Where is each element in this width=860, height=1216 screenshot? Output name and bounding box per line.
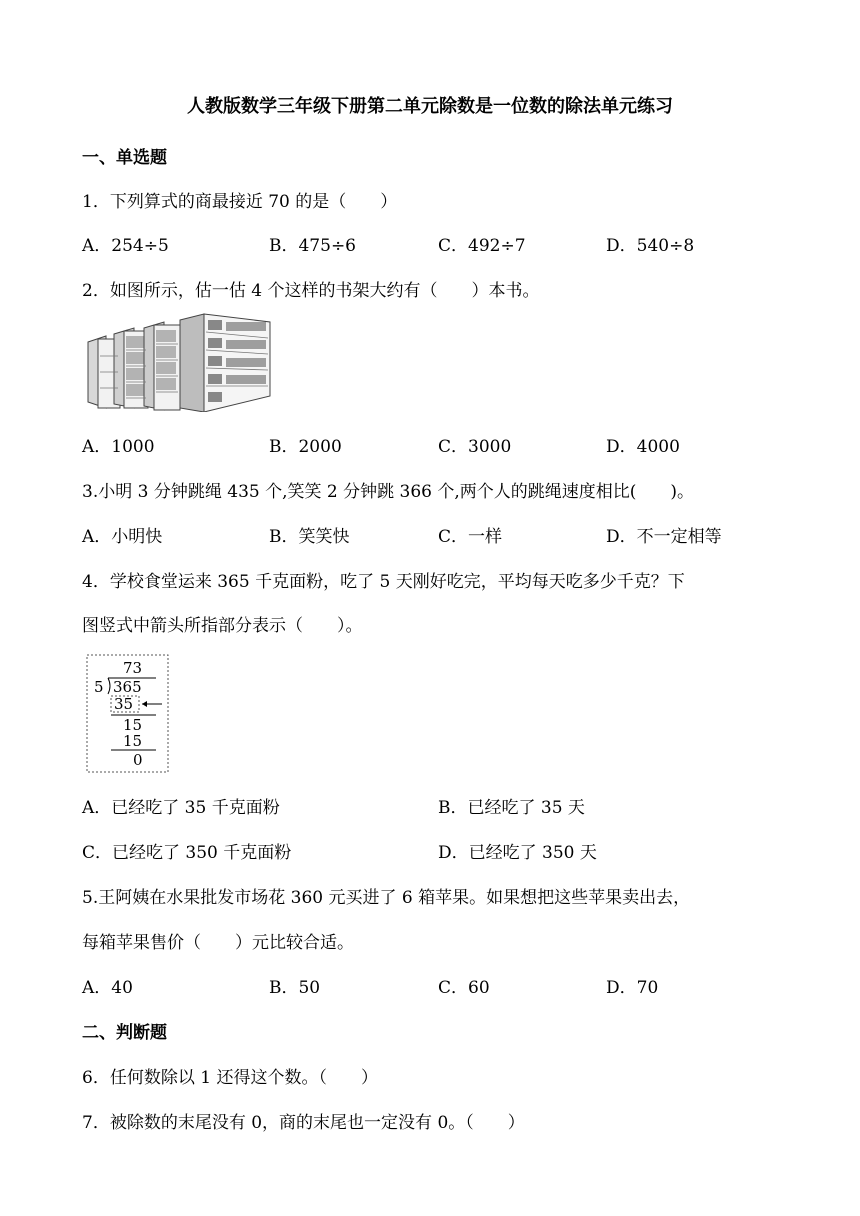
question-5-option-a: A．40 (82, 978, 133, 998)
question-2-option-c: C．3000 (438, 437, 512, 457)
section-heading-true-false: 二、判断题 (82, 1023, 167, 1043)
division-divisor: 5 (94, 678, 104, 696)
question-1-stem: 1．下列算式的商最接近 70 的是（ ） (82, 192, 398, 212)
division-quotient: 73 (123, 659, 143, 677)
question-2-stem: 2．如图所示，估一估 4 个这样的书架大约有（ ）本书。 (82, 281, 540, 301)
page-title: 人教版数学三年级下册第二单元除数是一位数的除法单元练习 (187, 96, 673, 117)
question-4-stem-line-2: 图竖式中箭头所指部分表示（ ）。 (82, 616, 363, 636)
question-3-stem: 3.小明 3 分钟跳绳 435 个,笑笑 2 分钟跳 366 个,两个人的跳绳速度相比( )。 (82, 482, 695, 502)
question-6-stem: 6．任何数除以 1 还得这个数。（ ） (82, 1068, 378, 1088)
question-2-option-b: B．2000 (269, 437, 342, 457)
question-1-option-d: D．540÷8 (606, 236, 695, 256)
question-4-option-c: C．已经吃了 350 千克面粉 (82, 843, 292, 863)
question-1-option-c: C．492÷7 (438, 236, 526, 256)
section-heading-single-choice: 一、单选题 (82, 148, 167, 168)
question-1-option-a: A．254÷5 (82, 236, 169, 256)
question-1-option-b: B．475÷6 (269, 236, 357, 256)
question-2-option-a: A．1000 (82, 437, 155, 457)
question-4-stem-line-1: 4．学校食堂运来 365 千克面粉，吃了 5 天刚好吃完，平均每天吃多少千克？下 (82, 572, 685, 592)
question-5-option-d: D．70 (606, 978, 659, 998)
division-step-1: 35 (114, 695, 134, 713)
question-5-stem-line-2: 每箱苹果售价（ ）元比较合适。 (82, 933, 354, 953)
bookshelf-illustration (84, 312, 274, 412)
question-5-stem-line-1: 5.王阿姨在水果批发市场花 360 元买进了 6 箱苹果。如果想把这些苹果卖出去， (82, 888, 691, 908)
question-3-option-c: C．一样 (438, 527, 503, 547)
division-remainder: 0 (133, 751, 143, 769)
long-division-figure (86, 654, 170, 774)
question-5-option-b: B．50 (269, 978, 321, 998)
division-step-3: 15 (123, 732, 143, 750)
question-7-stem: 7．被除数的末尾没有 0，商的末尾也一定没有 0。（ ） (82, 1113, 525, 1133)
question-3-option-b: B．笑笑快 (269, 527, 350, 547)
division-step-2: 15 (123, 716, 143, 734)
division-dividend: 365 (113, 678, 142, 696)
question-3-option-d: D．不一定相等 (606, 527, 722, 547)
question-3-option-a: A．小明快 (82, 527, 163, 547)
question-4-option-b: B．已经吃了 35 天 (438, 798, 585, 818)
question-4-option-a: A．已经吃了 35 千克面粉 (82, 798, 280, 818)
question-2-option-d: D．4000 (606, 437, 680, 457)
question-5-option-c: C．60 (438, 978, 490, 998)
question-4-option-d: D．已经吃了 350 天 (438, 843, 597, 863)
